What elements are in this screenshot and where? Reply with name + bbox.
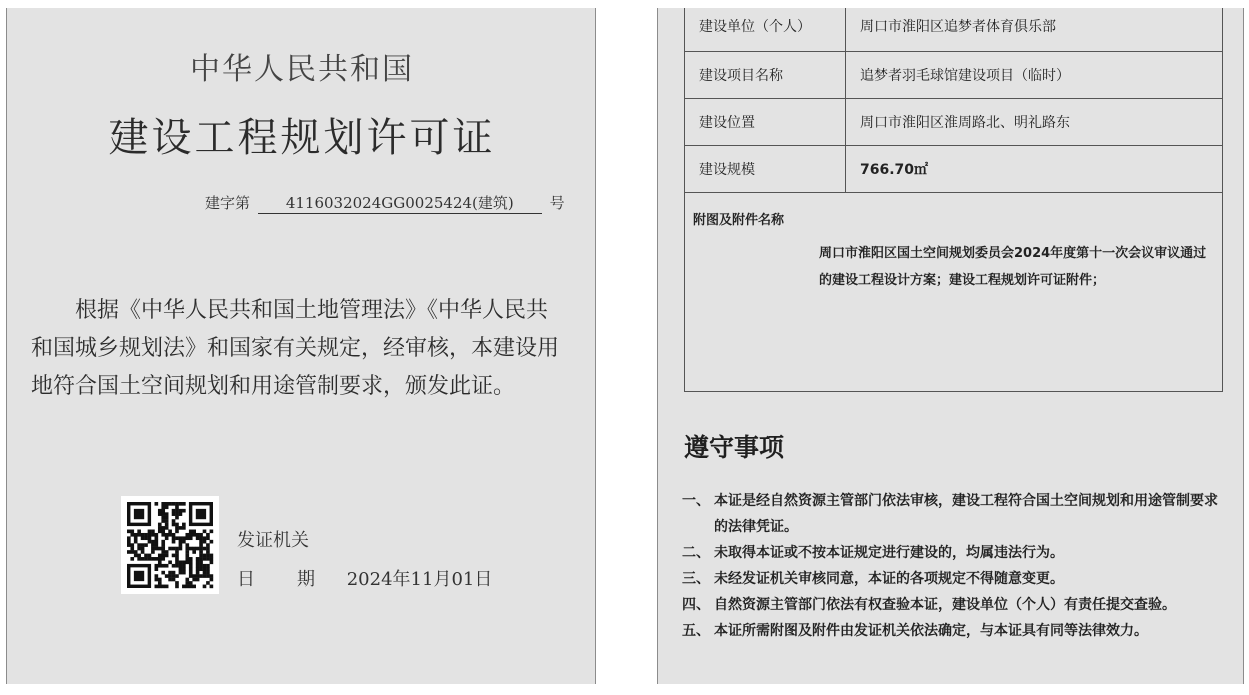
list-item-text: 未经发证机关审核同意，本证的各项规定不得随意变更。 [714,571,1064,587]
nation-name: 中华人民共和国 [190,52,414,87]
issue-date-line [237,565,492,591]
list-item-text: 本证是经自然资源主管部门依法审核，建设工程符合国土空间规划和用途管制要求的法律凭证。 [714,493,1218,535]
permit-number-prefix: 建字第 [205,194,251,212]
list-item-text: 本证所需附图及附件由发证机关依法确定，与本证具有同等法律效力。 [714,623,1148,639]
list-item-text: 自然资源主管部门依法有权查验本证，建设单位（个人）有责任提交查验。 [714,597,1176,613]
list-item [682,592,1222,618]
list-item-number: 四、 [682,597,710,613]
list-item-number: 三、 [682,571,710,587]
issuer-label: 发证机关 [237,530,309,551]
permit-front-page [6,8,596,684]
list-item-number: 五、 [682,623,710,639]
attachments-label: 附图及附件名称 [693,213,785,228]
table-value-cell: 周口市淮阳区追梦者体育俱乐部 [846,8,1223,52]
permit-number-line [205,192,585,214]
table-row [685,99,1223,146]
table-row [685,193,1223,392]
list-item [682,488,1222,540]
list-item-text: 未取得本证或不按本证规定进行建设的，均属违法行为。 [714,545,1064,561]
table-key-cell: 建设项目名称 [685,52,846,99]
table-value-cell: 766.70㎡ [846,146,1223,193]
permit-title: 建设工程规划许可证 [108,115,496,161]
notice-list [682,488,1222,644]
attachments-text: 周口市淮阳区国土空间规划委员会2024年度第十一次会议审议通过的建设工程设计方案；建设工程规划许可证附件； [819,246,1207,288]
table-row [685,8,1223,52]
table-value-cell: 追梦者羽毛球馆建设项目（临时） [846,52,1223,99]
date-label-char-1: 日 [237,569,255,590]
permit-number: 4116032024GG0025424(建筑) [258,192,542,214]
table-row [685,146,1223,193]
permit-body-text: 根据《中华人民共和国土地管理法》《中华人民共和国城乡规划法》和国家有关规定，经审核，本建设用地符合国土空间规划和用途管制要求，颁发此证。 [31,298,560,399]
issue-date-value: 2024年11月01日 [346,569,493,590]
qr-code-graphic [121,496,219,594]
table-value-cell: 周口市淮阳区淮周路北、明礼路东 [846,99,1223,146]
list-item [682,540,1222,566]
list-item-number: 二、 [682,545,710,561]
qr-code-icon [121,496,219,594]
permit-details-page [657,8,1244,684]
project-details-table [684,8,1223,392]
permit-number-suffix: 号 [549,194,565,212]
table-key-cell: 建设规模 [685,146,846,193]
table-key-cell: 建设位置 [685,99,846,146]
attachments-cell [685,193,1223,392]
list-item [682,566,1222,592]
date-label-char-2: 期 [297,569,315,590]
table-key-cell: 建设单位（个人） [685,8,846,52]
list-item [682,618,1222,644]
notice-heading: 遵守事项 [684,433,785,462]
list-item-number: 一、 [682,493,710,509]
table-row [685,52,1223,99]
